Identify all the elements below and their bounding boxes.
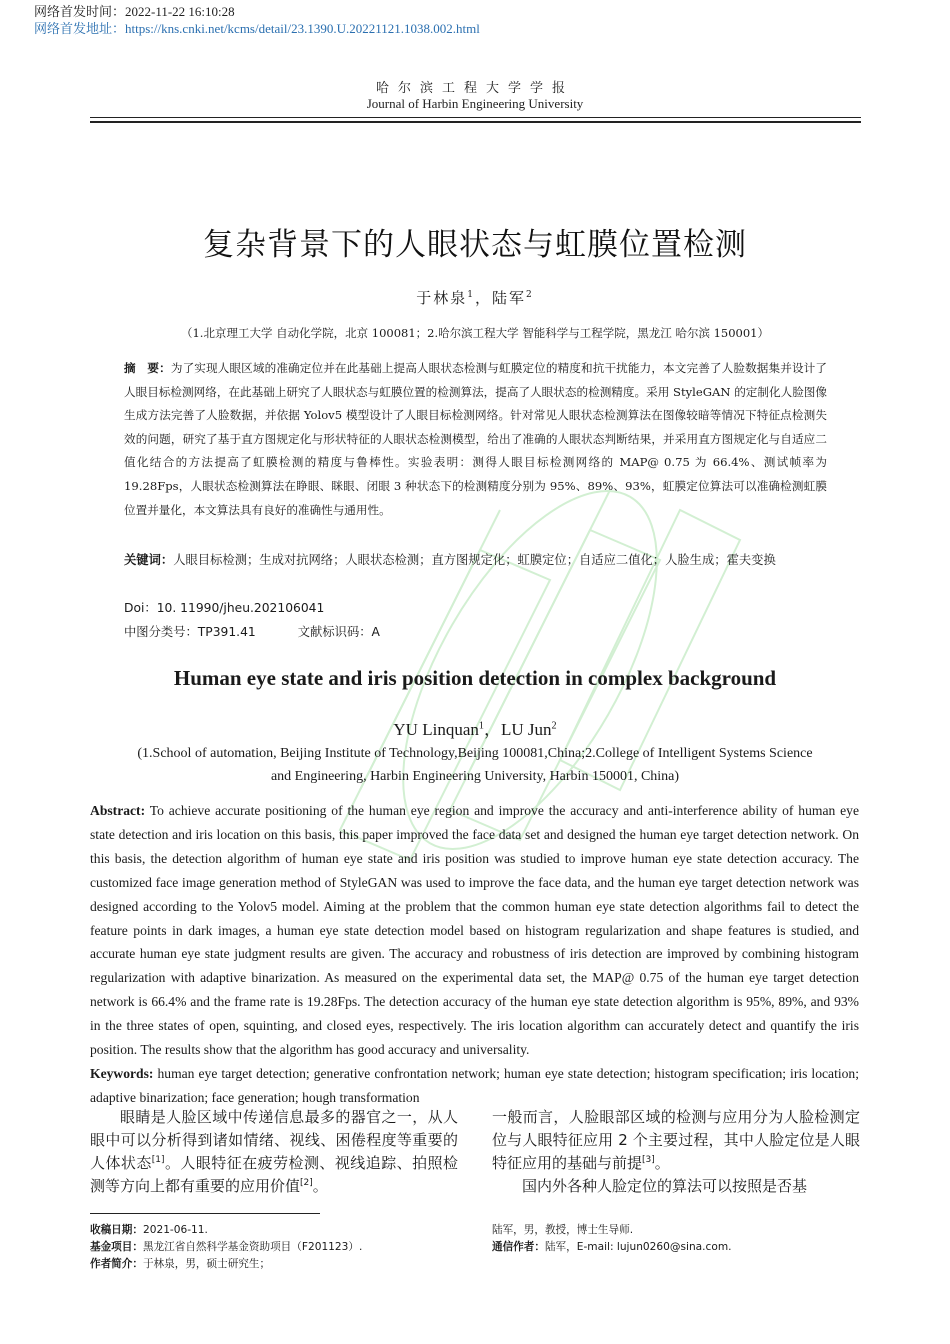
keywords-cn-text: 人眼目标检测；生成对抗网络；人眼状态检测；直方图规定化；虹膜定位；自适应二值化；人脸生成；霍夫变换 (173, 553, 776, 567)
abstract-en-label: Abstract: (90, 803, 146, 818)
online-publish-url[interactable]: 网络首发地址：https://kns.cnki.net/kcms/detail/23.1390.U.20221121.1038.002.html (34, 21, 480, 36)
body-text: 。 (654, 1154, 670, 1172)
online-publish-time: 网络首发时间：2022-11-22 16:10:28 (34, 4, 235, 19)
document-code: 文献标识码：A (297, 625, 380, 639)
abstract-cn-text: 为了实现人眼区域的准确定位并在此基础上提高人眼状态检测与虹膜定位的精度和抗干扰能力，本文完善了人脸数据集并设计了人眼目标检测网络，在此基础上研究了人眼状态与虹膜位置的检测算法，提高了人眼状态的检测精度。采用 StyleGAN 的定制化人脸图像生成方法完善了人脸数据，并依据 Yolov5 模型设计了人眼目标检测网络。针对常见人眼状态检测算法在图像较暗等情况下特征点检测失效的问题，研究了基于直方图规定化与形状特征的人眼状态检测模型，给出了准确的人眼状态判断结果，并采用直方图规定化与自适应二值化结合的方法提高了虹膜检测的精度与鲁棒性。实验表明：测得人眼目标检测网络的 MAP@ 0.75 为 66.4%、测试帧率为 19.28Fps，人眼状态检测算法在睁眼、眯眼、闭眼 3 种状态下的检测精度分别为 95%、89%、93%，虹膜定位算法可以准确检测虹膜位置并量化，本文算法具有良好的准确性与通用性。 (124, 361, 827, 517)
publication-info (34, 3, 480, 37)
clc-number: 中图分类号：TP391.41 (124, 625, 256, 639)
footnote-received (90, 1222, 362, 1239)
footnote-bio (90, 1256, 362, 1273)
footnote-label: 收稿日期： (90, 1224, 143, 1236)
body-paragraph (492, 1106, 860, 1175)
doi: Doi：10. 11990/jheu.202106041 (124, 601, 325, 615)
affiliation-en-line2: and Engineering, Harbin Engineering University, Harbin 150001, China) (270, 769, 680, 784)
body-text: 眼睛是人脸区域中传递信息最多的器官之一，从人眼中可以分析得到诸如情绪、视线、困倦程度等重要的人体状态 (90, 1108, 458, 1172)
citation-ref: [1] (151, 1155, 165, 1165)
body-column-left (90, 1106, 458, 1198)
body-column-right (492, 1106, 860, 1198)
footnotes-right (492, 1222, 732, 1256)
journal-name-en: Journal of Harbin Engineering University (366, 96, 584, 111)
keywords-en-text: human eye target detection; generative confrontation network; human eye state detection; histogram specification; iris location; adaptive binarization; face generation; hough transformation (90, 1065, 860, 1105)
authors-en (0, 715, 950, 740)
footnote-fund (90, 1239, 362, 1256)
keywords-cn-label: 关键词： (124, 553, 174, 567)
footnote-text: 2021-06-11. (142, 1224, 208, 1236)
footnote-label: 基金项目： (90, 1241, 143, 1253)
body-paragraph: 国内外各种人脸定位的算法可以按照是否基 (522, 1177, 808, 1195)
footnote-text: 陆军，E-mail: lujun0260@sina.com. (544, 1241, 732, 1253)
author-1-en: YU Linquan (393, 720, 479, 739)
keywords-cn (124, 549, 827, 572)
abstract-en (90, 799, 859, 1110)
footnotes-left (90, 1222, 362, 1273)
body-text: 一般而言，人脸眼部区域的检测与应用分为人脸检测定位与人眼特征应用 2 个主要过程，其中人脸定位是人眼特征应用的基础与前提 (492, 1108, 860, 1172)
footnote-label: 作者简介： (90, 1258, 143, 1270)
affiliation-en (0, 742, 950, 788)
footnote-text: 于林泉，男，硕士研究生； (142, 1258, 271, 1270)
author-2-en-aff: 2 (551, 720, 557, 732)
footnote-corresponding (492, 1239, 732, 1256)
keywords-en-label: Keywords: (90, 1065, 154, 1081)
body-text: 。 (312, 1177, 328, 1195)
author-2-aff: 2 (526, 290, 534, 300)
header-rule-thick (90, 121, 861, 123)
author-1-cn: 于林泉 (416, 289, 468, 307)
affiliation-en-line1: (1.School of automation, Beijing Institute of Technology,Beijing 100081,China;2.College of Intelligent Systems Science (137, 746, 813, 761)
citation-ref: [3] (642, 1155, 655, 1165)
paper-title-en: Human eye state and iris position detection in complex background (173, 666, 777, 690)
paper-title-cn: 复杂背景下的人眼状态与虹膜位置检测 (203, 227, 747, 263)
abstract-cn-label: 摘 要： (124, 361, 171, 375)
abstract-cn (124, 357, 827, 522)
classification (124, 622, 380, 640)
journal-name-cn: 哈尔滨工程大学学报 (375, 81, 574, 96)
affiliation-cn: （1.北京理工大学 自动化学院，北京 100081；2.哈尔滨工程大学 智能科学与工程学院，黑龙江 哈尔滨 150001） (180, 326, 770, 340)
author-2-en: ，LU Jun (483, 720, 552, 739)
footnote-text: 黑龙江省自然科学基金资助项目（F201123）. (142, 1241, 363, 1253)
abstract-en-text: To achieve accurate positioning of the human eye region and improve the accuracy and anti-interference ability of human eye state detection and iris location on this basis, this paper improved the face data set and designed the human eye target detection network. On this basis, the detection algorithm of human eye state and iris position was studied to improve human eye state detection accuracy. The customized face image generation method of StyleGAN was used to improve the face data, and the human eye target detection network was designed according to the Yolov5 model. Aiming at the problem that the common human eye state detection algorithms fail to detect the feature points in dark images, a human eye state detection model based on histogram regularization and shape features is studied, and accurate human eye state judgment results are given. The accuracy and robustness of iris detection are improved by combining histogram regularization with adaptive binarization. As measured on the experimental data set, the MAP@ 0.75 of the human eye target detection network is 66.4% and the frame rate is 19.28Fps. The detection accuracy of the human eye state detection algorithm is 95%, 89%, and 93% in the three states of open, squinting, and closed eyes, respectively. The iris location algorithm can accurately detect and quantify the iris position. The results show that the algorithm has good accuracy and universality. (90, 803, 859, 1058)
footnote-label: 通信作者： (492, 1241, 545, 1253)
citation-ref: [2] (300, 1178, 313, 1188)
author-1-aff: 1 (467, 290, 475, 300)
author-2-cn: ，陆军 (475, 289, 527, 307)
author-1-en-aff: 1 (478, 720, 484, 732)
body-paragraph (90, 1106, 458, 1198)
footnote-bio-2: 陆军，男，教授，博士生导师. (492, 1224, 634, 1236)
header-rule-thin (90, 117, 861, 118)
footnote-rule (90, 1213, 320, 1214)
body-text: 。人眼特征在疲劳检测、视线追踪、拍照检测等方向上都有重要的应用价值 (90, 1154, 458, 1195)
authors-cn (0, 287, 950, 308)
